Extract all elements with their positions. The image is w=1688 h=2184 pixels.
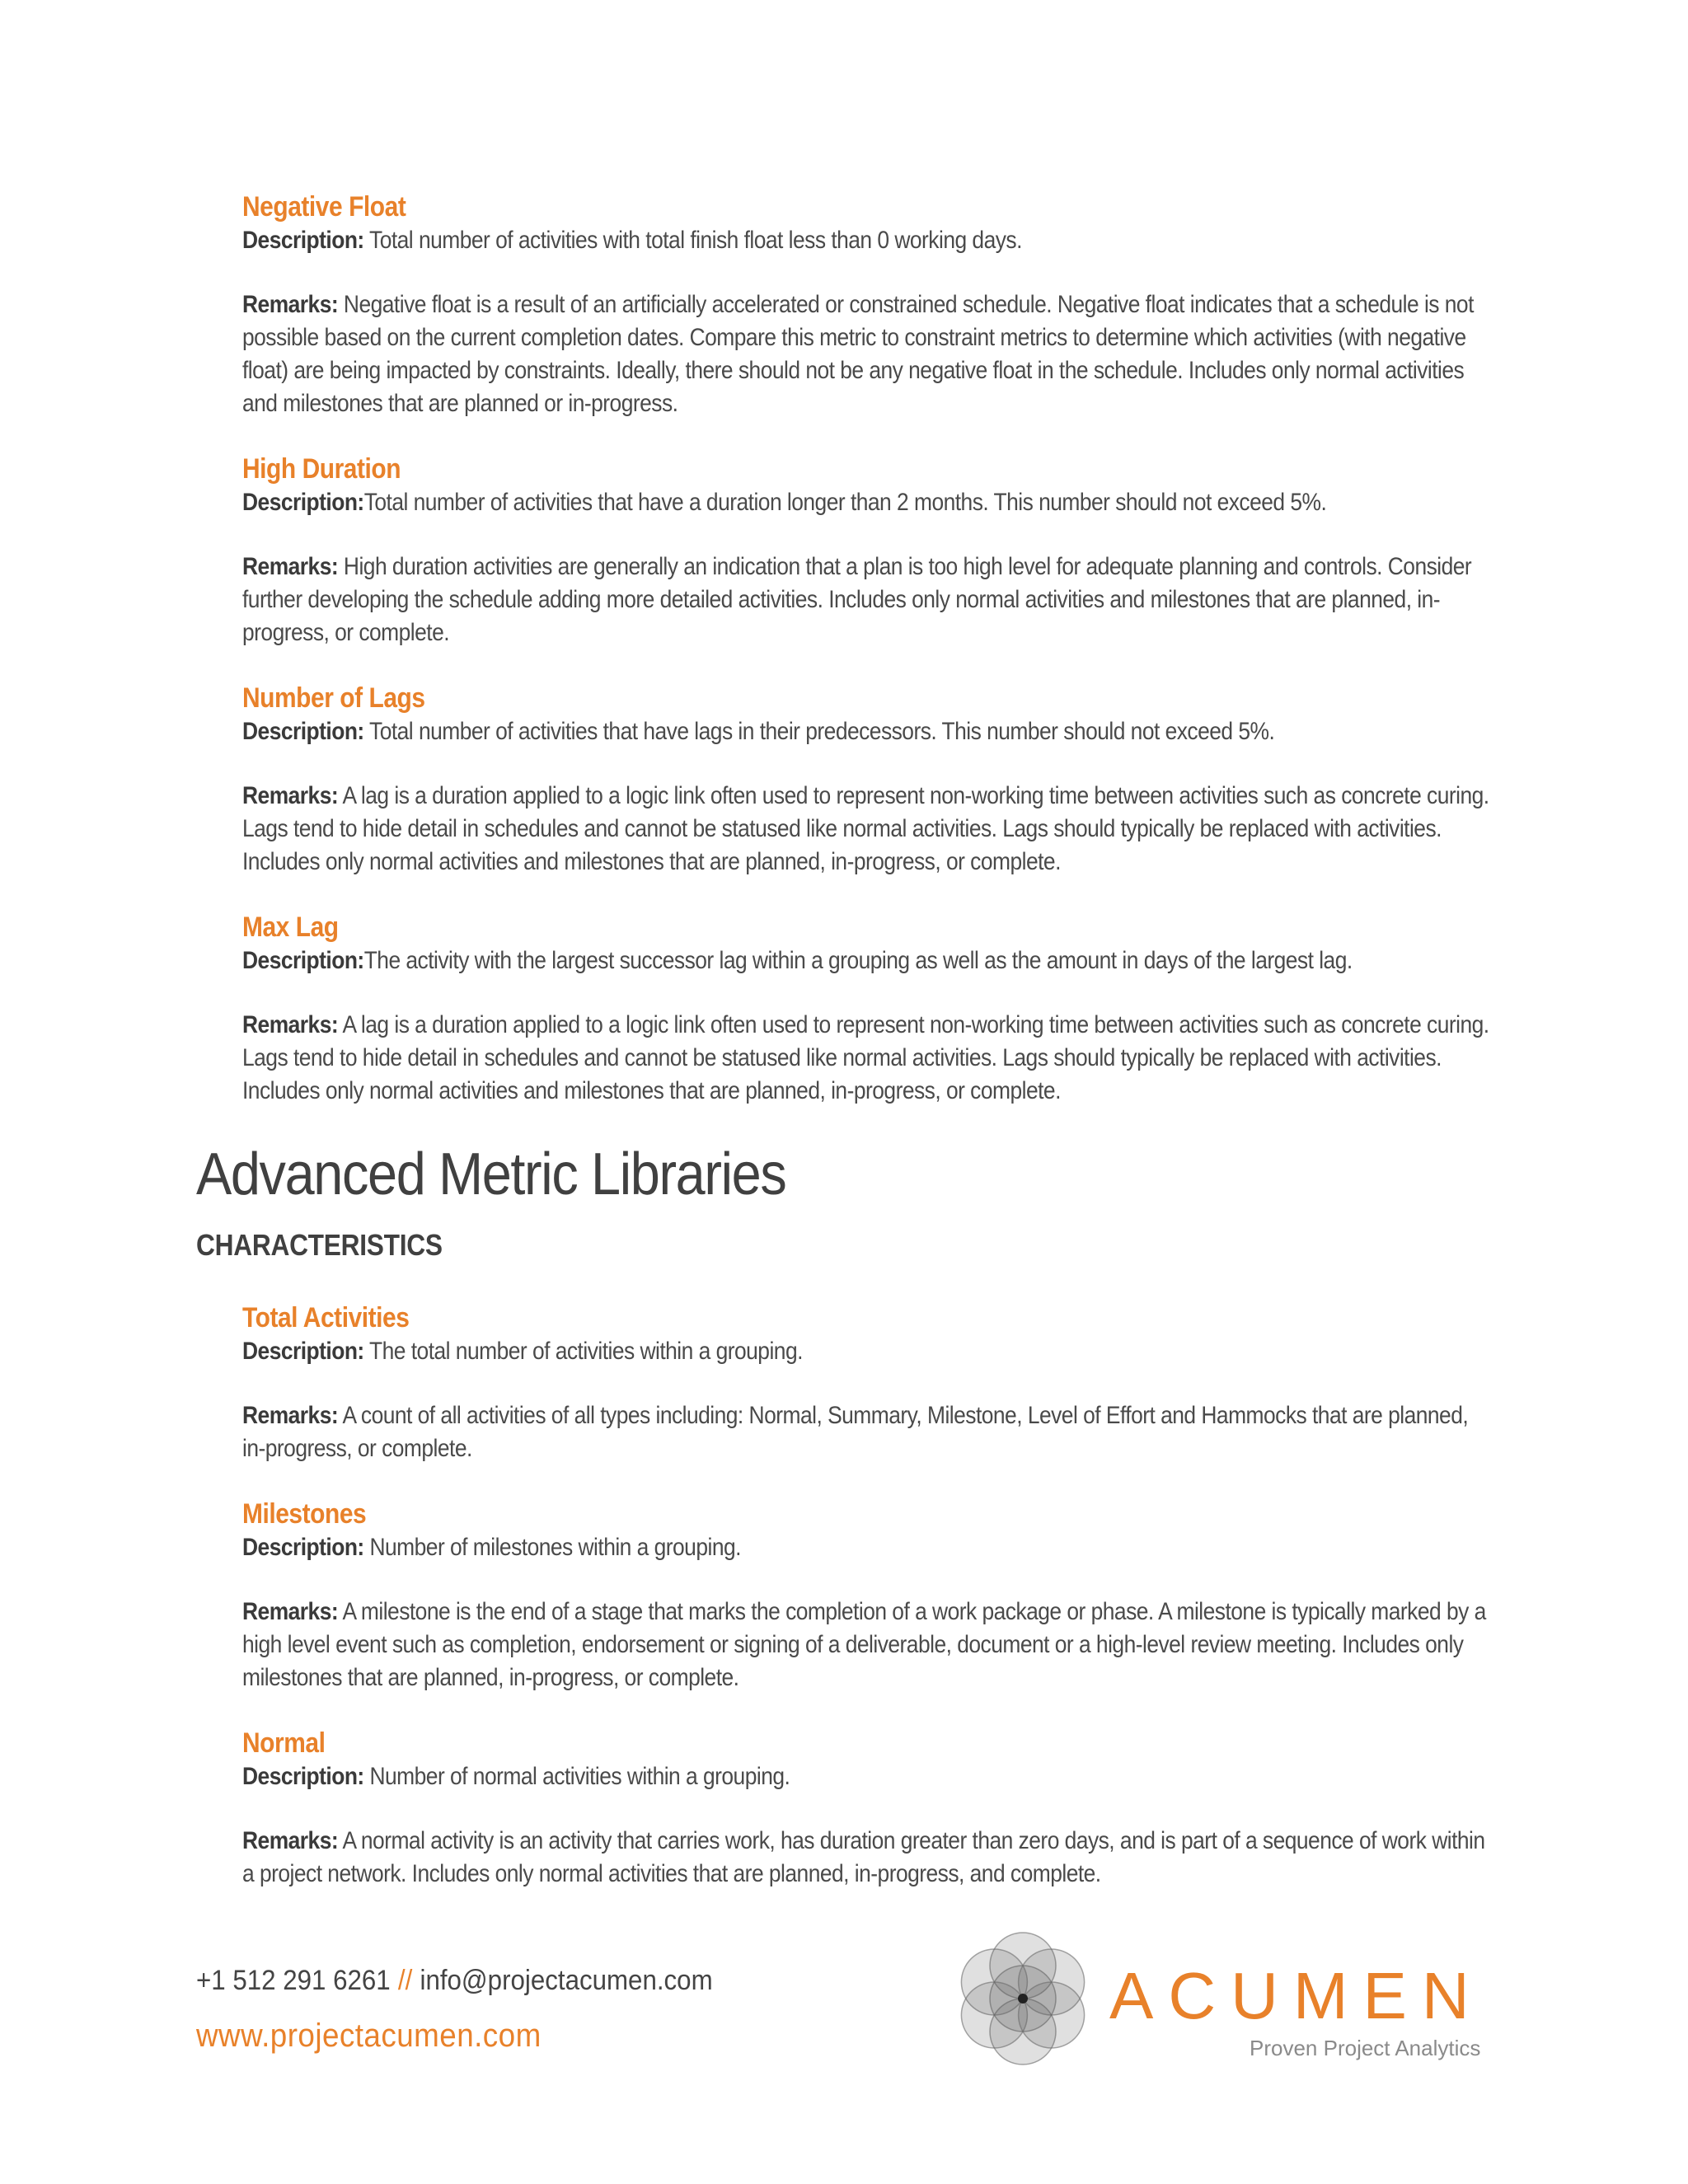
metric-high-duration <box>242 452 1495 649</box>
metric-title: Total Activities <box>242 1302 410 1333</box>
remarks-label: Remarks: <box>242 782 339 809</box>
remarks-text: A normal activity is an activity that carries work, has duration greater than zero days, and is part of a sequence of work within a project network. Includes only normal activities that are planned, in-progress, and complete. <box>242 1827 1485 1887</box>
remarks-label: Remarks: <box>242 1011 339 1038</box>
metric-total-activities <box>242 1301 1495 1465</box>
metric-title: High Duration <box>242 453 401 485</box>
footer-contact <box>196 1965 713 1997</box>
description-label: Description: <box>242 227 364 254</box>
metric-remarks <box>242 1399 1490 1465</box>
metric-milestones <box>242 1497 1495 1694</box>
metric-description <box>242 1760 1490 1793</box>
metric-description <box>242 486 1490 519</box>
section-title: Advanced Metric Libraries <box>196 1141 786 1207</box>
remarks-text: A count of all activities of all types including: Normal, Summary, Milestone, Level of Effort and Hammocks that are planned, in-progress, or complete. <box>242 1402 1469 1462</box>
metric-remarks <box>242 288 1490 420</box>
description-label: Description: <box>242 1534 364 1561</box>
metric-title: Max Lag <box>242 912 339 943</box>
description-label: Description: <box>242 1338 364 1365</box>
description-label: Description: <box>242 1763 364 1790</box>
remarks-text: A lag is a duration applied to a logic link often used to represent non-working time between activities such as concrete curing. Lags tend to hide detail in schedules and cannot be statused like normal activities. Lags should typically be replaced with activities. Includes only normal activities and milestones that are planned, in-progress, or complete. <box>242 1011 1489 1104</box>
metric-normal <box>242 1726 1495 1891</box>
metric-description <box>242 224 1490 257</box>
metric-title: Normal <box>242 1727 326 1759</box>
section-subtitle: CHARACTERISTICS <box>196 1228 443 1262</box>
metric-negative-float <box>242 190 1495 420</box>
description-text: Total number of activities that have lags in their predecessors. This number should not exceed 5%. <box>363 718 1275 745</box>
logo-wordmark: ACUMEN <box>1109 1959 1484 2032</box>
metric-remarks <box>242 780 1490 879</box>
metric-number-of-lags <box>242 681 1495 879</box>
metric-description <box>242 1531 1490 1564</box>
metric-remarks <box>242 1009 1490 1108</box>
flower-of-life-icon <box>953 1929 1093 2069</box>
description-text: Number of milestones within a grouping. <box>363 1534 741 1561</box>
metric-description <box>242 715 1490 748</box>
email-link[interactable]: info@projectacumen.com <box>420 1965 713 1996</box>
phone-number[interactable]: +1 512 291 6261 <box>196 1965 391 1996</box>
metric-remarks <box>242 1825 1490 1891</box>
metric-max-lag <box>242 910 1495 1108</box>
metric-title: Milestones <box>242 1498 367 1530</box>
remarks-text: A lag is a duration applied to a logic link often used to represent non-working time between activities such as concrete curing. Lags tend to hide detail in schedules and cannot be statused like normal activities. Lags should typically be replaced with activities. Includes only normal activities and milestones that are planned, in-progress, or complete. <box>242 782 1489 875</box>
description-text: The total number of activities within a grouping. <box>363 1338 803 1365</box>
description-label: Description: <box>242 947 364 974</box>
metric-title: Number of Lags <box>242 682 425 714</box>
metric-title: Negative Float <box>242 191 406 223</box>
metric-description <box>242 944 1490 977</box>
metric-remarks <box>242 1596 1490 1694</box>
metric-description <box>242 1335 1490 1368</box>
remarks-label: Remarks: <box>242 1598 339 1625</box>
description-text: Total number of activities that have a duration longer than 2 months. This number should not exceed 5%. <box>363 489 1327 516</box>
remarks-label: Remarks: <box>242 1402 339 1429</box>
website-link[interactable]: www.projectacumen.com <box>196 2018 542 2054</box>
metric-remarks <box>242 551 1490 649</box>
contact-separator: // <box>397 1965 413 1996</box>
description-label: Description: <box>242 718 364 745</box>
remarks-label: Remarks: <box>242 1827 339 1854</box>
remarks-label: Remarks: <box>242 553 339 580</box>
description-label: Description: <box>242 489 364 516</box>
remarks-text: A milestone is the end of a stage that marks the completion of a work package or phase. A milestone is typically marked by a high level event such as completion, endorsement or signing of a deliverable, document or a high-level review meeting. Includes only milestones that are planned, in-progress, or complete. <box>242 1598 1486 1691</box>
description-text: The activity with the largest successor lag within a grouping as well as the amount in days of the largest lag. <box>363 947 1353 974</box>
description-text: Number of normal activities within a grouping. <box>363 1763 790 1790</box>
remarks-label: Remarks: <box>242 291 339 318</box>
remarks-text: High duration activities are generally an indication that a plan is too high level for adequate planning and controls. Consider further developing the schedule adding more detailed activities. Includes only normal activities and milestones that are planned, in-progress, or complete. <box>242 553 1472 646</box>
logo-tagline: Proven Project Analytics <box>1250 2036 1481 2060</box>
remarks-text: Negative float is a result of an artificially accelerated or constrained schedule. Negative float indicates that a schedule is not possible based on the current completion dates. Compare this metric to constraint metrics to determine which activities (with negative float) are being impacted by constraints. Ideally, there should not be any negative float in the schedule. Includes only normal activities and milestones that are planned or in-progress. <box>242 291 1474 417</box>
description-text: Total number of activities with total finish float less than 0 working days. <box>363 227 1022 254</box>
